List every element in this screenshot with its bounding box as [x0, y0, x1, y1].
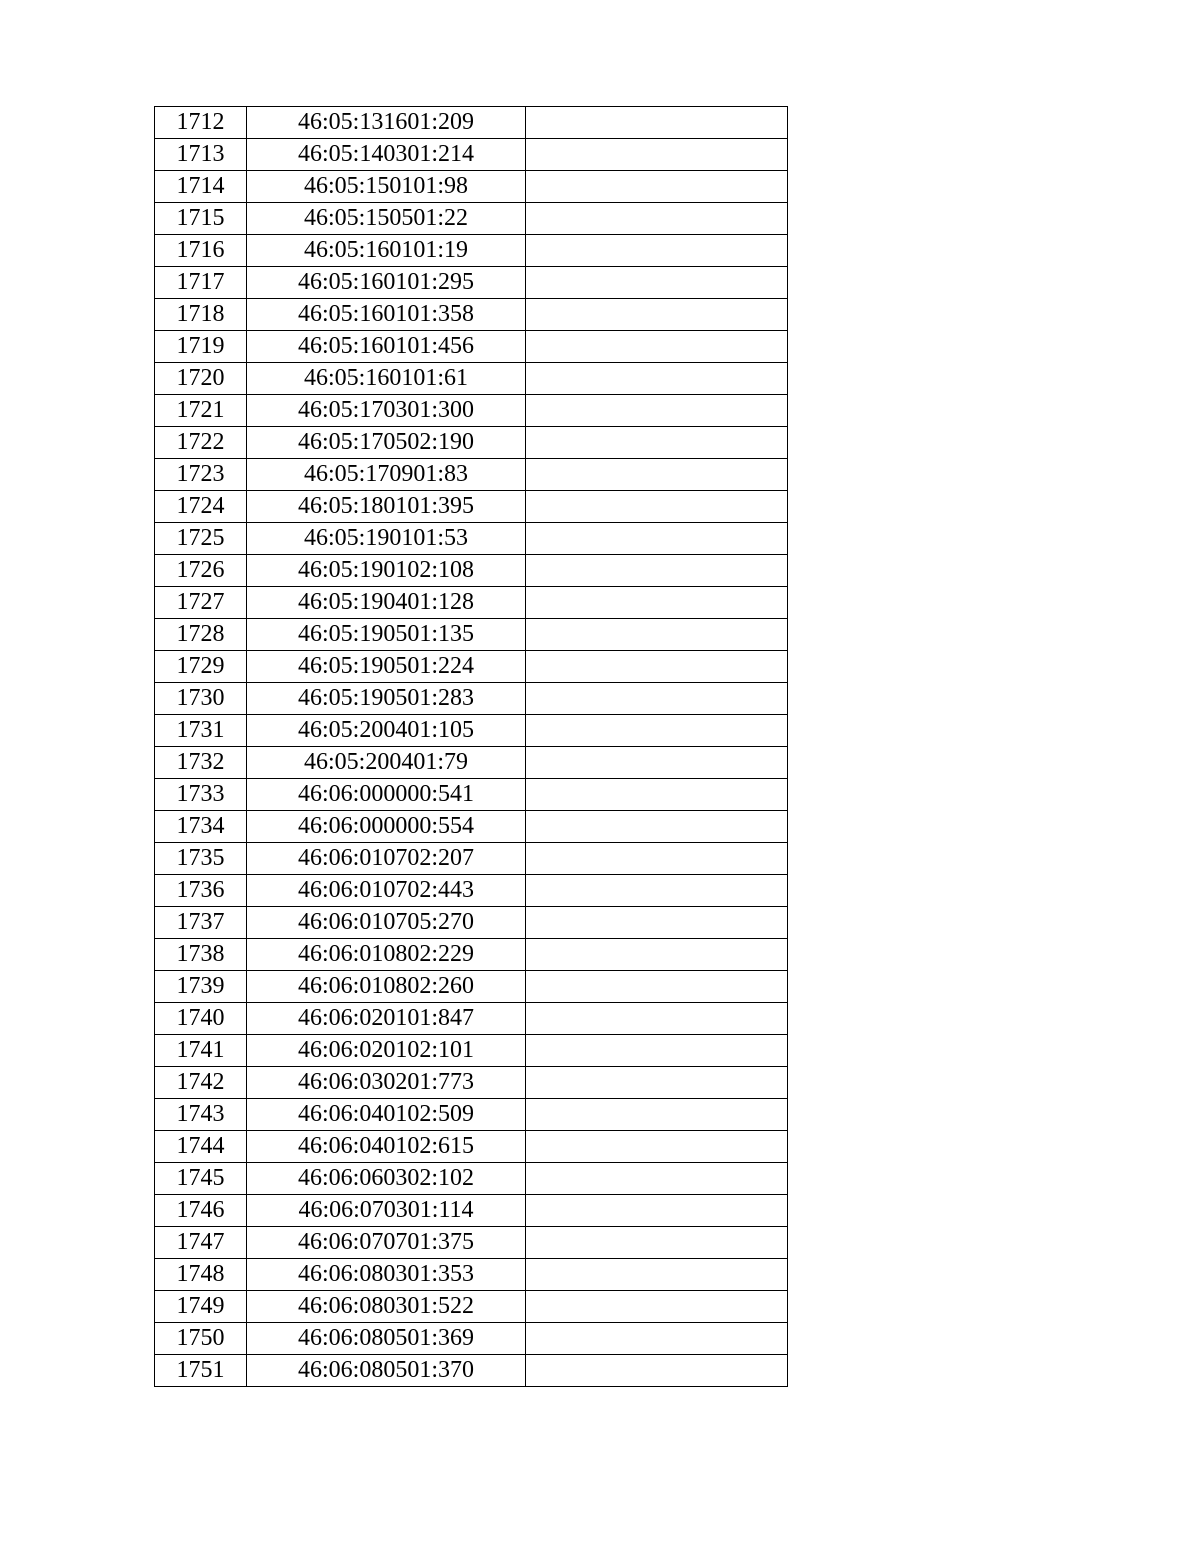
cadastral-number-cell: 46:06:080501:370	[247, 1355, 526, 1387]
cadastral-number-cell: 46:06:080301:353	[247, 1259, 526, 1291]
cadastral-number-cell: 46:06:060302:102	[247, 1163, 526, 1195]
row-number-cell: 1749	[155, 1291, 247, 1323]
row-number-cell: 1712	[155, 107, 247, 139]
table-row	[155, 1099, 788, 1131]
row-number-cell: 1722	[155, 427, 247, 459]
cadastral-number-cell: 46:05:200401:79	[247, 747, 526, 779]
cadastral-number-cell: 46:06:040102:509	[247, 1099, 526, 1131]
row-number-cell: 1716	[155, 235, 247, 267]
table-row	[155, 939, 788, 971]
empty-cell	[526, 619, 788, 651]
cadastral-number-cell: 46:05:160101:61	[247, 363, 526, 395]
table-row	[155, 139, 788, 171]
empty-cell	[526, 1227, 788, 1259]
table-row	[155, 299, 788, 331]
table-row	[155, 491, 788, 523]
cadastral-number-cell: 46:05:190501:283	[247, 683, 526, 715]
empty-cell	[526, 395, 788, 427]
empty-cell	[526, 715, 788, 747]
cadastral-number-cell: 46:06:010702:207	[247, 843, 526, 875]
table-row	[155, 907, 788, 939]
table-row	[155, 651, 788, 683]
table-row	[155, 555, 788, 587]
cadastral-number-cell: 46:05:190101:53	[247, 523, 526, 555]
cadastral-number-cell: 46:05:150501:22	[247, 203, 526, 235]
row-number-cell: 1726	[155, 555, 247, 587]
table-row	[155, 203, 788, 235]
row-number-cell: 1717	[155, 267, 247, 299]
empty-cell	[526, 139, 788, 171]
table-row	[155, 395, 788, 427]
table-row	[155, 683, 788, 715]
cadastral-number-cell: 46:05:160101:358	[247, 299, 526, 331]
table-row	[155, 971, 788, 1003]
row-number-cell: 1744	[155, 1131, 247, 1163]
table-row	[155, 1131, 788, 1163]
table-row	[155, 1163, 788, 1195]
row-number-cell: 1746	[155, 1195, 247, 1227]
table-row	[155, 235, 788, 267]
cadastral-number-cell: 46:06:000000:541	[247, 779, 526, 811]
empty-cell	[526, 555, 788, 587]
row-number-cell: 1719	[155, 331, 247, 363]
table-row	[155, 107, 788, 139]
row-number-cell: 1715	[155, 203, 247, 235]
empty-cell	[526, 171, 788, 203]
table-row	[155, 619, 788, 651]
cadastral-number-cell: 46:05:190501:135	[247, 619, 526, 651]
cadastral-number-cell: 46:05:170502:190	[247, 427, 526, 459]
table-row	[155, 1355, 788, 1387]
cadastral-number-cell: 46:06:030201:773	[247, 1067, 526, 1099]
row-number-cell: 1714	[155, 171, 247, 203]
row-number-cell: 1738	[155, 939, 247, 971]
row-number-cell: 1745	[155, 1163, 247, 1195]
empty-cell	[526, 427, 788, 459]
empty-cell	[526, 459, 788, 491]
row-number-cell: 1751	[155, 1355, 247, 1387]
table-row	[155, 587, 788, 619]
cadastral-number-cell: 46:06:080501:369	[247, 1323, 526, 1355]
cadastral-number-cell: 46:06:010802:229	[247, 939, 526, 971]
row-number-cell: 1723	[155, 459, 247, 491]
empty-cell	[526, 747, 788, 779]
table-row	[155, 523, 788, 555]
empty-cell	[526, 331, 788, 363]
row-number-cell: 1734	[155, 811, 247, 843]
cadastral-number-cell: 46:05:140301:214	[247, 139, 526, 171]
row-number-cell: 1729	[155, 651, 247, 683]
table-row	[155, 427, 788, 459]
empty-cell	[526, 907, 788, 939]
row-number-cell: 1728	[155, 619, 247, 651]
cadastral-number-cell: 46:06:010705:270	[247, 907, 526, 939]
empty-cell	[526, 587, 788, 619]
table-row	[155, 811, 788, 843]
cadastral-number-cell: 46:05:190501:224	[247, 651, 526, 683]
empty-cell	[526, 1131, 788, 1163]
empty-cell	[526, 811, 788, 843]
cadastral-number-cell: 46:05:160101:456	[247, 331, 526, 363]
empty-cell	[526, 267, 788, 299]
empty-cell	[526, 651, 788, 683]
empty-cell	[526, 1035, 788, 1067]
table-row	[155, 843, 788, 875]
cadastral-number-table	[154, 106, 788, 1387]
table-row	[155, 1259, 788, 1291]
row-number-cell: 1736	[155, 875, 247, 907]
row-number-cell: 1725	[155, 523, 247, 555]
cadastral-number-cell: 46:06:070701:375	[247, 1227, 526, 1259]
empty-cell	[526, 1067, 788, 1099]
row-number-cell: 1730	[155, 683, 247, 715]
empty-cell	[526, 363, 788, 395]
cadastral-number-cell: 46:06:020102:101	[247, 1035, 526, 1067]
row-number-cell: 1741	[155, 1035, 247, 1067]
table-row	[155, 1195, 788, 1227]
cadastral-number-cell: 46:05:160101:19	[247, 235, 526, 267]
empty-cell	[526, 491, 788, 523]
empty-cell	[526, 1259, 788, 1291]
row-number-cell: 1732	[155, 747, 247, 779]
empty-cell	[526, 875, 788, 907]
cadastral-number-cell: 46:05:180101:395	[247, 491, 526, 523]
table-row	[155, 747, 788, 779]
empty-cell	[526, 1291, 788, 1323]
cadastral-number-cell: 46:06:010802:260	[247, 971, 526, 1003]
empty-cell	[526, 203, 788, 235]
cadastral-number-cell: 46:05:160101:295	[247, 267, 526, 299]
empty-cell	[526, 1195, 788, 1227]
cadastral-number-cell: 46:05:170301:300	[247, 395, 526, 427]
cadastral-number-cell: 46:06:080301:522	[247, 1291, 526, 1323]
cadastral-number-cell: 46:06:070301:114	[247, 1195, 526, 1227]
empty-cell	[526, 1355, 788, 1387]
row-number-cell: 1720	[155, 363, 247, 395]
cadastral-number-cell: 46:05:170901:83	[247, 459, 526, 491]
table-body	[155, 107, 788, 1387]
table-row	[155, 1323, 788, 1355]
row-number-cell: 1735	[155, 843, 247, 875]
row-number-cell: 1731	[155, 715, 247, 747]
row-number-cell: 1727	[155, 587, 247, 619]
row-number-cell: 1743	[155, 1099, 247, 1131]
empty-cell	[526, 1099, 788, 1131]
table-row	[155, 779, 788, 811]
cadastral-number-cell: 46:05:190102:108	[247, 555, 526, 587]
row-number-cell: 1739	[155, 971, 247, 1003]
row-number-cell: 1737	[155, 907, 247, 939]
cadastral-number-cell: 46:05:150101:98	[247, 171, 526, 203]
row-number-cell: 1742	[155, 1067, 247, 1099]
table-row	[155, 1227, 788, 1259]
empty-cell	[526, 939, 788, 971]
row-number-cell: 1733	[155, 779, 247, 811]
cadastral-number-cell: 46:06:000000:554	[247, 811, 526, 843]
table-row	[155, 1003, 788, 1035]
empty-cell	[526, 843, 788, 875]
cadastral-number-cell: 46:05:200401:105	[247, 715, 526, 747]
empty-cell	[526, 971, 788, 1003]
table-row	[155, 459, 788, 491]
row-number-cell: 1721	[155, 395, 247, 427]
empty-cell	[526, 523, 788, 555]
empty-cell	[526, 107, 788, 139]
empty-cell	[526, 779, 788, 811]
table-row	[155, 1291, 788, 1323]
row-number-cell: 1713	[155, 139, 247, 171]
table-row	[155, 363, 788, 395]
cadastral-number-cell: 46:05:190401:128	[247, 587, 526, 619]
table-row	[155, 1035, 788, 1067]
row-number-cell: 1747	[155, 1227, 247, 1259]
table-row	[155, 1067, 788, 1099]
row-number-cell: 1750	[155, 1323, 247, 1355]
empty-cell	[526, 683, 788, 715]
cadastral-number-cell: 46:06:020101:847	[247, 1003, 526, 1035]
empty-cell	[526, 299, 788, 331]
row-number-cell: 1748	[155, 1259, 247, 1291]
row-number-cell: 1740	[155, 1003, 247, 1035]
table-row	[155, 331, 788, 363]
cadastral-number-cell: 46:06:040102:615	[247, 1131, 526, 1163]
row-number-cell: 1718	[155, 299, 247, 331]
table-row	[155, 267, 788, 299]
row-number-cell: 1724	[155, 491, 247, 523]
empty-cell	[526, 235, 788, 267]
table-row	[155, 171, 788, 203]
table-row	[155, 875, 788, 907]
empty-cell	[526, 1003, 788, 1035]
empty-cell	[526, 1323, 788, 1355]
cadastral-number-cell: 46:05:131601:209	[247, 107, 526, 139]
empty-cell	[526, 1163, 788, 1195]
cadastral-number-cell: 46:06:010702:443	[247, 875, 526, 907]
table-row	[155, 715, 788, 747]
